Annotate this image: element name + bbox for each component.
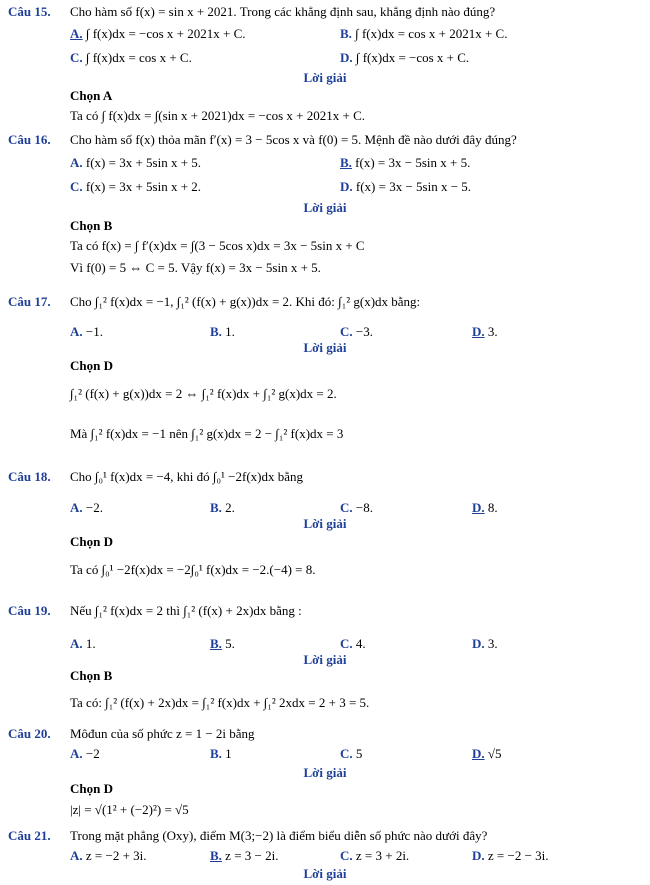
answer-row: [0, 666, 650, 686]
question-stem: Trong mặt phẳng (Oxy), điểm M(3;−2) là điểm biểu diễn số phức nào dưới đây?: [70, 828, 488, 843]
solution-heading: Lời giải: [303, 765, 347, 780]
answer-row: [0, 532, 650, 552]
question-20: [0, 724, 650, 744]
question-label: Câu 16.: [8, 132, 51, 147]
option-a: A. ∫ f(x)dx = −cos x + 2021x + C.: [70, 26, 246, 41]
option-c: C. −3.: [340, 324, 373, 339]
question-label: Câu 19.: [8, 603, 51, 618]
question-label: Câu 18.: [8, 469, 51, 484]
question-stem: Cho hàm số f(x) = sin x + 2021. Trong các khẳng định sau, khẳng định nào đúng?: [70, 4, 496, 19]
solution-line: Vì f(0) = 5 ⇔ C = 5. Vậy f(x) = 3x − 5sin x + 5.: [70, 260, 321, 275]
option-d: D. √5: [472, 746, 502, 761]
solution-heading: Lời giải: [303, 70, 347, 85]
option-d: D. ∫ f(x)dx = −cos x + C.: [340, 50, 470, 65]
answer-choice: Chọn B: [70, 218, 113, 233]
option-a: A. −2.: [70, 500, 103, 515]
options-row: [0, 48, 650, 68]
options-row: [0, 24, 650, 44]
question-label: Câu 20.: [8, 726, 51, 741]
question-stem: Môđun của số phức z = 1 − 2i bằng: [70, 726, 255, 741]
option-b: B. 1.: [210, 324, 235, 339]
option-a: A. −1.: [70, 324, 103, 339]
option-b: B. 2.: [210, 500, 235, 515]
solution-heading-row: [0, 198, 650, 218]
question-stem: Cho hàm số f(x) thỏa mãn f′(x) = 3 − 5cos x và f(0) = 5. Mệnh đề nào dưới đây đúng?: [70, 132, 517, 147]
solution-line: Ta có ∫₀¹ −2f(x)dx = −2∫₀¹ f(x)dx = −2.(−4) = 8.: [70, 562, 316, 577]
option-d: D. f(x) = 3x − 5sin x − 5.: [340, 179, 472, 194]
question-stem: Cho ∫₀¹ f(x)dx = −4, khi đó ∫₀¹ −2f(x)dx bằng: [70, 469, 304, 484]
answer-choice: Chọn A: [70, 88, 113, 103]
option-c: C. 5: [340, 746, 363, 761]
question-label: Câu 21.: [8, 828, 51, 843]
question-stem: Cho ∫₁² f(x)dx = −1, ∫₁² (f(x) + g(x))dx = 2. Khi đó: ∫₁² g(x)dx bằng:: [70, 294, 421, 309]
option-b: B. z = 3 − 2i.: [210, 848, 279, 863]
solution-heading-row: [0, 68, 650, 88]
answer-choice: Chọn D: [70, 534, 113, 549]
solution-heading: Lời giải: [303, 340, 347, 355]
option-d: D. 8.: [472, 500, 498, 515]
solution-heading-row: [0, 864, 650, 884]
option-c: C. ∫ f(x)dx = cos x + C.: [70, 50, 192, 65]
solution-heading: Lời giải: [303, 516, 347, 531]
answer-row: [0, 356, 650, 376]
option-a: A. f(x) = 3x + 5sin x + 5.: [70, 155, 202, 170]
option-a: A. 1.: [70, 636, 96, 651]
option-c: C. −8.: [340, 500, 373, 515]
question-21: [0, 826, 650, 846]
options-row: [0, 744, 650, 764]
option-b: B. f(x) = 3x − 5sin x + 5.: [340, 155, 471, 170]
option-b: B. ∫ f(x)dx = cos x + 2021x + C.: [340, 26, 508, 41]
question-stem: Nếu ∫₁² f(x)dx = 2 thì ∫₁² (f(x) + 2x)dx bằng :: [70, 603, 302, 618]
option-a: A. −2: [70, 746, 100, 761]
option-c: C. z = 3 + 2i.: [340, 848, 410, 863]
options-row: [0, 153, 650, 173]
question-19: [0, 601, 650, 621]
options-row: [0, 177, 650, 197]
solution-heading: Lời giải: [303, 866, 347, 881]
solution-heading-row: [0, 514, 650, 534]
solution-line: Ta có ∫ f(x)dx = ∫(sin x + 2021)dx = −cos x + 2021x + C.: [70, 108, 366, 123]
options-row: [0, 846, 650, 866]
answer-row: [0, 216, 650, 236]
solution-heading: Lời giải: [303, 200, 347, 215]
option-a: A. z = −2 + 3i.: [70, 848, 147, 863]
option-d: D. z = −2 − 3i.: [472, 848, 549, 863]
answer-row: [0, 779, 650, 799]
solution-line: |z| = √(1² + (−2)²) = √5: [70, 802, 189, 817]
question-16: [0, 130, 650, 150]
answer-choice: Chọn D: [70, 781, 113, 796]
solution-heading: Lời giải: [303, 652, 347, 667]
option-d: D. 3.: [472, 324, 498, 339]
solution-line: Ta có: ∫₁² (f(x) + 2x)dx = ∫₁² f(x)dx + ∫₁² 2xdx = 2 + 3 = 5.: [70, 695, 370, 710]
question-18: [0, 467, 650, 487]
answer-choice: Chọn B: [70, 668, 113, 683]
option-b: B. 5.: [210, 636, 235, 651]
answer-choice: Chọn D: [70, 358, 113, 373]
option-c: C. 4.: [340, 636, 366, 651]
solution-line: Ta có f(x) = ∫ f′(x)dx = ∫(3 − 5cos x)dx = 3x − 5sin x + C: [70, 238, 365, 253]
question-15: [0, 2, 650, 22]
option-b: B. 1: [210, 746, 232, 761]
question-label: Câu 15.: [8, 4, 51, 19]
solution-heading-row: [0, 338, 650, 358]
option-d: D. 3.: [472, 636, 498, 651]
question-17: [0, 292, 650, 312]
answer-row: [0, 86, 650, 106]
option-c: C. f(x) = 3x + 5sin x + 2.: [70, 179, 202, 194]
solution-line: ∫₁² (f(x) + g(x))dx = 2 ⇔ ∫₁² f(x)dx + ∫₁² g(x)dx = 2.: [70, 386, 337, 401]
solution-line: Mà ∫₁² f(x)dx = −1 nên ∫₁² g(x)dx = 2 − ∫₁² f(x)dx = 3: [70, 426, 344, 441]
question-label: Câu 17.: [8, 294, 51, 309]
